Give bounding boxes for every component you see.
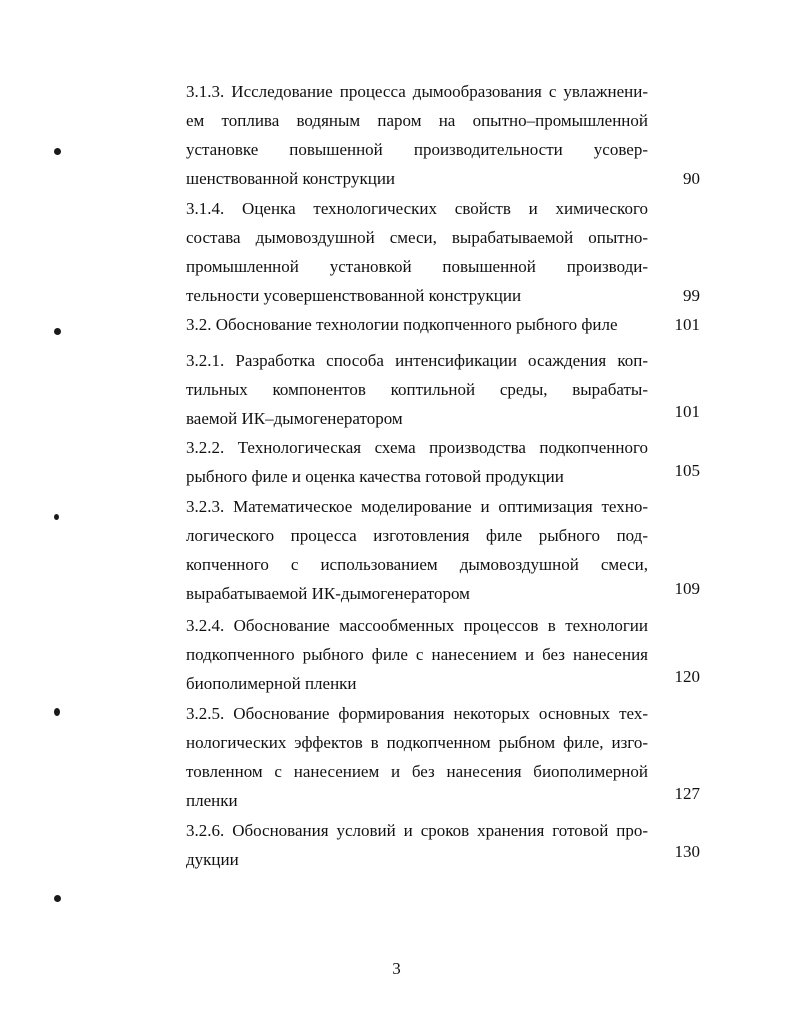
toc-line: 3.2. Обоснование технологии подкопченного рыбного филе [186,315,618,334]
toc-page-number: 101 [674,402,700,421]
toc-line: 3.2.5. Обоснование формирования некоторых основных тех- [186,704,648,723]
toc-line: 3.2.1. Разработка способа интенсификации осаждения коп- [186,351,648,370]
binding-hole-mark [54,328,61,335]
toc-entry-3-2 [186,310,648,339]
toc-line: 3.2.6. Обоснования условий и сроков хранения готовой про- [186,821,648,840]
toc-line: состава дымовоздушной смеси, вырабатываемой опытно- [186,228,648,247]
toc-line: подкопченного рыбного филе с нанесением и без нанесения [186,645,648,664]
toc-line: промышленной установкой повышенной производи- [186,257,648,276]
toc-entry-3-2-5 [186,699,648,815]
toc-line: логического процесса изготовления филе рыбного под- [186,526,648,545]
toc-entry-3-2-2 [186,433,648,491]
toc-line: ваемой ИК–дымогенератором [186,409,403,428]
toc-line: установке повышенной производительности усовер- [186,140,648,159]
toc-entry-3-2-4 [186,611,648,698]
toc-page-number: 109 [674,579,700,598]
toc-line: тельности усовершенствованной конструкции [186,286,522,305]
toc-page-number: 105 [674,461,700,480]
toc-line: копченного с использованием дымовоздушной смеси, [186,555,648,574]
toc-entry-3-2-3 [186,492,648,608]
toc-line: тильных компонентов коптильной среды, вырабаты- [186,380,648,399]
toc-line: дукции [186,850,239,869]
binding-hole-mark [54,148,61,155]
toc-page-number: 120 [674,667,700,686]
toc-line: 3.1.4. Оценка технологических свойств и химического [186,199,648,218]
toc-page-number: 99 [683,286,700,305]
binding-hole-mark [54,514,59,520]
toc-entry-3-1-4 [186,194,648,310]
toc-page-number: 90 [683,169,700,188]
toc-page-number: 127 [674,784,700,803]
toc-entry-3-2-6 [186,816,648,874]
toc-page-number: 101 [674,315,700,334]
toc-line: пленки [186,791,238,810]
toc-line: вырабатываемой ИК-дымогенератором [186,584,470,603]
binding-hole-mark [54,708,60,716]
toc-line: 3.2.2. Технологическая схема производства подкопченного [186,438,648,457]
toc-line: рыбного филе и оценка качества готовой продукции [186,467,564,486]
toc-line: биополимерной пленки [186,674,357,693]
toc-entry-3-1-3 [186,77,648,193]
toc-line: шенствованной конструкции [186,169,396,188]
binding-hole-mark [54,895,61,902]
toc-line: 3.2.4. Обоснование массообменных процессов в технологии [186,616,648,635]
toc-line: товленном с нанесением и без нанесения биополимерной [186,762,648,781]
toc-entry-3-2-1 [186,346,648,433]
toc-line: нологических эффектов в подкопченном рыбном филе, изго- [186,733,648,752]
toc-line: 3.2.3. Математическое моделирование и оптимизация техно- [186,497,648,516]
toc-page-number: 130 [674,842,700,861]
toc-line: 3.1.3. Исследование процесса дымообразования с увлажнени- [186,82,648,101]
toc-line: ем топлива водяным паром на опытно–промышленной [186,111,648,130]
page-number: 3 [392,959,401,978]
